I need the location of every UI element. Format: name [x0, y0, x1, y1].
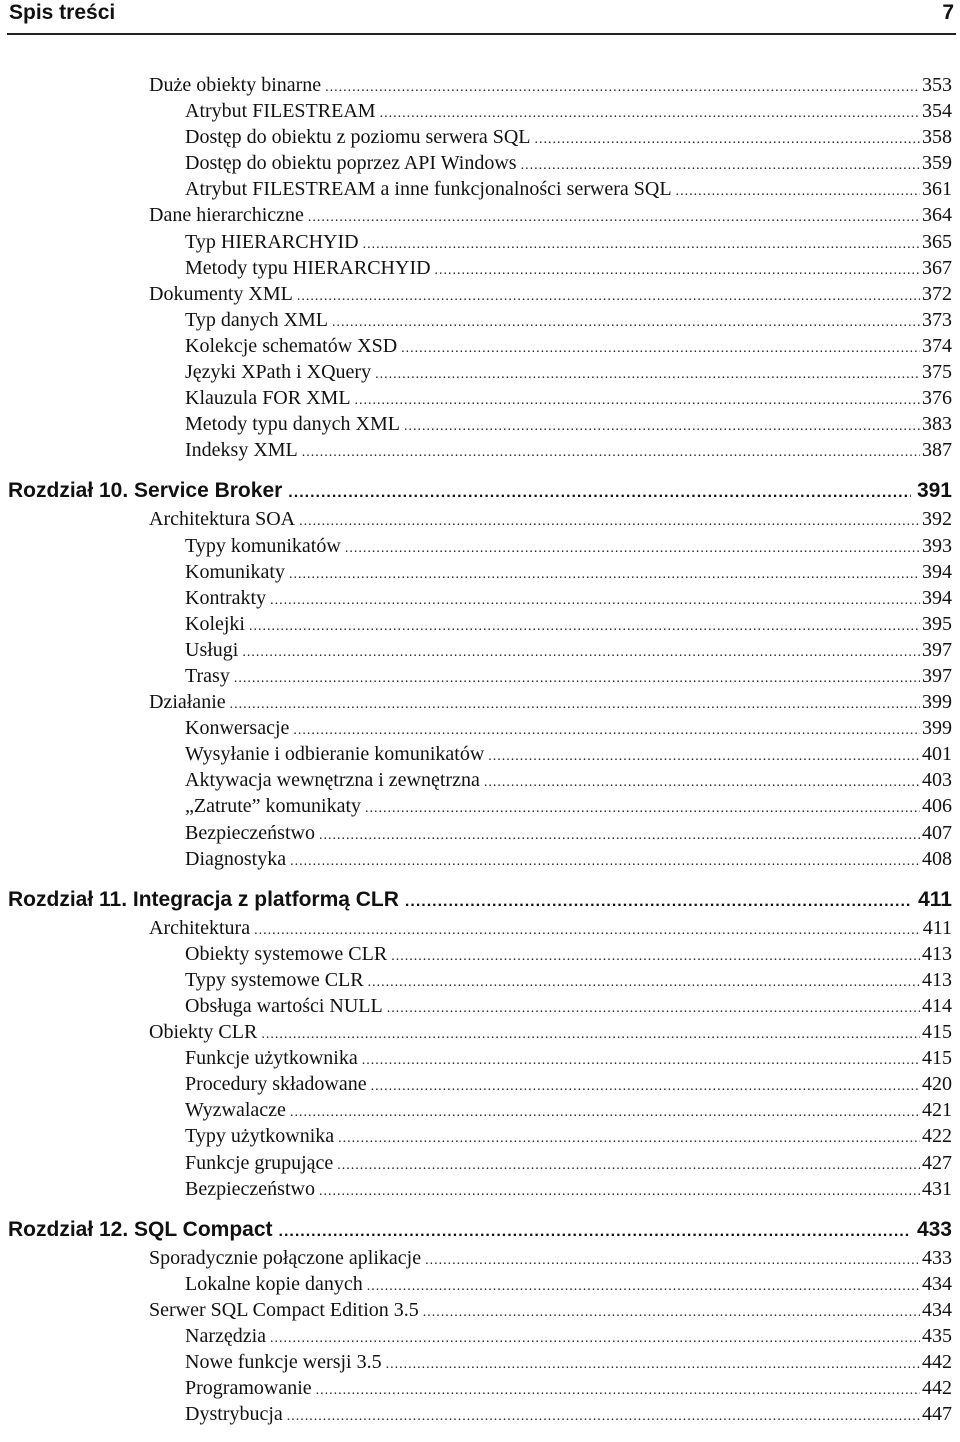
- toc-subsection-entry[interactable]: [0, 385, 960, 411]
- dot-leader: [355, 388, 920, 411]
- page-number: 7: [942, 1, 954, 24]
- toc-entry-page: 387: [922, 439, 952, 462]
- dot-leader: [319, 1179, 920, 1202]
- toc-entry-page: 411: [922, 916, 952, 939]
- toc-entry-label: Obiekty CLR: [149, 1021, 258, 1044]
- dot-leader: [387, 996, 920, 1019]
- dot-leader: [297, 284, 920, 307]
- dot-leader: [368, 970, 920, 993]
- toc-subsection-entry[interactable]: [0, 1349, 960, 1375]
- toc-section-entry[interactable]: [0, 202, 960, 228]
- dot-leader: [332, 310, 920, 333]
- toc-subsection-entry[interactable]: [0, 663, 960, 689]
- toc-entry-page: 397: [922, 664, 952, 687]
- toc-entry-label: Konwersacje: [185, 717, 290, 740]
- toc-entry-page: 433: [922, 1246, 952, 1269]
- toc-entry-page: 391: [916, 479, 952, 503]
- toc-section-entry[interactable]: [0, 1245, 960, 1271]
- toc-entry-page: 442: [922, 1351, 952, 1374]
- toc-entry-label: Kolejki: [185, 612, 245, 635]
- toc-subsection-entry[interactable]: [0, 533, 960, 559]
- toc-entry-label: Lokalne kopie danych: [185, 1272, 363, 1295]
- dot-leader: [484, 770, 920, 793]
- toc-entry-page: 354: [922, 100, 952, 123]
- toc-entry-page: 374: [922, 334, 952, 357]
- toc-entry-label: Wyzwalacze: [185, 1099, 286, 1122]
- toc-subsection-entry[interactable]: [0, 1097, 960, 1123]
- toc-subsection-entry[interactable]: [0, 229, 960, 255]
- toc-entry-page: 395: [922, 612, 952, 635]
- toc-entry-label: Indeksy XML: [185, 439, 298, 462]
- toc-subsection-entry[interactable]: [0, 967, 960, 993]
- toc-entry-label: Architektura: [149, 916, 251, 939]
- dot-leader: [367, 1274, 920, 1297]
- toc-entry-page: 361: [922, 178, 952, 201]
- toc-entry-page: 397: [922, 638, 952, 661]
- toc-section-entry[interactable]: [0, 281, 960, 307]
- toc-entry-label: „Zatrute” komunikaty: [185, 795, 362, 818]
- toc-entry-label: Rozdział 11. Integracja z platformą CLR: [8, 887, 399, 911]
- toc-section-entry[interactable]: [0, 1297, 960, 1323]
- toc-subsection-entry[interactable]: [0, 1323, 960, 1349]
- toc-subsection-entry[interactable]: [0, 741, 960, 767]
- dot-leader: [270, 588, 920, 611]
- toc-entry-page: 403: [922, 769, 952, 792]
- dot-leader: [279, 1219, 911, 1243]
- toc-entry-label: Bezpieczeństwo: [185, 821, 315, 844]
- toc-entry-page: 372: [922, 282, 952, 305]
- dot-leader: [363, 232, 920, 255]
- toc-entry-label: Architektura SOA: [149, 508, 296, 531]
- toc-entry-label: Działanie: [149, 691, 226, 714]
- toc-entry-page: 411: [918, 887, 952, 911]
- toc-entry-page: 406: [922, 795, 952, 818]
- toc-subsection-entry[interactable]: [0, 176, 960, 202]
- dot-leader: [423, 1300, 920, 1323]
- toc-entry-page: 413: [922, 942, 952, 965]
- dot-leader: [290, 1100, 920, 1123]
- toc-entry-label: Dostęp do obiektu poprzez API Windows: [185, 152, 517, 175]
- toc-subsection-entry[interactable]: [0, 1375, 960, 1401]
- toc-subsection-entry[interactable]: [0, 411, 960, 437]
- toc-entry-label: Trasy: [185, 664, 230, 687]
- toc-subsection-entry[interactable]: [0, 333, 960, 359]
- toc-subsection-entry[interactable]: [0, 255, 960, 281]
- toc-entry-label: Aktywacja wewnętrzna i zewnętrzna: [185, 769, 480, 792]
- dot-leader: [338, 1126, 920, 1149]
- toc-subsection-entry[interactable]: [0, 1401, 960, 1427]
- dot-leader: [345, 536, 920, 559]
- toc-section-entry[interactable]: [0, 506, 960, 532]
- toc-entry-page: 358: [922, 126, 952, 149]
- dot-leader: [299, 509, 920, 532]
- toc-entry-label: Dostęp do obiektu z poziomu serwera SQL: [185, 126, 531, 149]
- toc-subsection-entry[interactable]: [0, 941, 960, 967]
- toc-entry-label: Metody typu HIERARCHYID: [185, 256, 431, 279]
- dot-leader: [325, 75, 920, 98]
- table-of-contents: [0, 72, 960, 1427]
- toc-entry-page: 434: [922, 1272, 952, 1295]
- dot-leader: [386, 1352, 920, 1375]
- toc-entry-label: Wysyłanie i odbieranie komunikatów: [185, 743, 485, 766]
- dot-leader: [521, 153, 920, 176]
- toc-section-entry[interactable]: [0, 689, 960, 715]
- toc-entry-page: 407: [922, 821, 952, 844]
- toc-entry-label: Programowanie: [185, 1377, 312, 1400]
- toc-entry-label: Dystrybucja: [185, 1403, 283, 1426]
- toc-entry-label: Rozdział 10. Service Broker: [8, 479, 283, 503]
- toc-entry-label: Rozdział 12. SQL Compact: [8, 1217, 273, 1241]
- toc-subsection-entry[interactable]: [0, 820, 960, 846]
- toc-entry-page: 399: [922, 691, 952, 714]
- toc-subsection-entry[interactable]: [0, 1271, 960, 1297]
- toc-entry-label: Atrybut FILESTREAM: [185, 100, 376, 123]
- dot-leader: [254, 918, 921, 941]
- toc-subsection-entry[interactable]: [0, 359, 960, 385]
- toc-entry-label: Funkcje użytkownika: [185, 1047, 358, 1070]
- toc-subsection-entry[interactable]: [0, 637, 960, 663]
- toc-entry-label: Obsługa wartości NULL: [185, 995, 383, 1017]
- toc-entry-page: 393: [922, 534, 952, 557]
- toc-entry-page: 420: [922, 1073, 952, 1096]
- toc-entry-label: Procedury składowane: [185, 1073, 367, 1096]
- toc-entry-label: Diagnostyka: [185, 847, 287, 870]
- toc-entry-page: 413: [922, 968, 952, 991]
- toc-entry-label: Kolekcje schematów XSD: [185, 334, 398, 357]
- toc-entry-label: Typy użytkownika: [185, 1125, 335, 1148]
- toc-entry-page: 422: [922, 1125, 952, 1148]
- toc-entry-page: 415: [922, 1047, 952, 1070]
- toc-entry-label: Typ danych XML: [185, 308, 329, 331]
- dot-leader: [391, 944, 920, 967]
- dot-leader: [435, 258, 920, 281]
- toc-entry-page: 383: [922, 413, 952, 436]
- toc-entry-page: 431: [922, 1177, 952, 1200]
- dot-leader: [362, 1048, 920, 1071]
- toc-section-entry[interactable]: [0, 72, 960, 98]
- dot-leader: [234, 666, 920, 689]
- toc-entry-label: Sporadycznie połączone aplikacje: [149, 1246, 422, 1269]
- toc-entry-page: 392: [922, 508, 952, 531]
- toc-entry-page: 447: [922, 1403, 952, 1426]
- toc-subsection-entry[interactable]: [0, 307, 960, 333]
- toc-entry-label: Serwer SQL Compact Edition 3.5: [149, 1298, 419, 1321]
- toc-entry-label: Bezpieczeństwo: [185, 1177, 315, 1200]
- toc-subsection-entry[interactable]: [0, 98, 960, 124]
- dot-leader: [249, 614, 920, 637]
- dot-leader: [287, 1404, 920, 1427]
- toc-entry-page: 434: [922, 1298, 952, 1321]
- dot-leader: [425, 1248, 920, 1271]
- dot-leader: [270, 1326, 920, 1349]
- toc-entry-page: 435: [922, 1325, 952, 1348]
- toc-entry-label: Dane hierarchiczne: [149, 204, 304, 227]
- toc-entry-page: 364: [922, 204, 952, 227]
- dot-leader: [316, 1378, 920, 1401]
- toc-subsection-entry[interactable]: [0, 585, 960, 611]
- page-title: Spis treści: [9, 1, 116, 24]
- toc-entry-page: 373: [922, 308, 952, 331]
- toc-entry-label: Języki XPath i XQuery: [185, 361, 372, 384]
- toc-chapter-heading[interactable]: [0, 887, 960, 913]
- toc-subsection-entry[interactable]: [0, 793, 960, 819]
- dot-leader: [365, 796, 920, 819]
- toc-entry-page: 414: [922, 995, 952, 1017]
- toc-chapter-heading[interactable]: [0, 478, 960, 504]
- toc-entry-page: 401: [922, 743, 952, 766]
- toc-subsection-entry[interactable]: [0, 1123, 960, 1149]
- toc-entry-page: 408: [922, 847, 952, 870]
- toc-entry-label: Metody typu danych XML: [185, 413, 400, 436]
- dot-leader: [308, 205, 920, 228]
- toc-entry-page: 367: [922, 256, 952, 279]
- dot-leader: [676, 179, 920, 202]
- toc-entry-label: Nowe funkcje wersji 3.5: [185, 1351, 382, 1374]
- toc-subsection-entry[interactable]: [0, 846, 960, 872]
- toc-chapter-heading[interactable]: [0, 1217, 960, 1243]
- toc-entry-label: Typy systemowe CLR: [185, 968, 364, 991]
- dot-leader: [319, 823, 920, 846]
- toc-entry-page: 353: [922, 74, 952, 96]
- toc-entry-page: 365: [922, 230, 952, 253]
- toc-entry-page: 415: [922, 1021, 952, 1044]
- toc-entry-page: 427: [922, 1151, 952, 1174]
- toc-subsection-entry[interactable]: [0, 715, 960, 741]
- dot-leader: [375, 362, 920, 385]
- toc-entry-label: Typy komunikatów: [185, 534, 341, 557]
- page-header: [7, 0, 956, 35]
- dot-leader: [488, 744, 920, 767]
- dot-leader: [293, 718, 920, 741]
- dot-leader: [261, 1022, 920, 1045]
- dot-leader: [302, 440, 920, 463]
- toc-subsection-entry[interactable]: [0, 124, 960, 150]
- dot-leader: [230, 692, 920, 715]
- toc-subsection-entry[interactable]: [0, 1045, 960, 1071]
- toc-subsection-entry[interactable]: [0, 767, 960, 793]
- toc-entry-page: 376: [922, 387, 952, 410]
- toc-entry-page: 359: [922, 152, 952, 175]
- toc-entry-label: Narzędzia: [185, 1325, 267, 1348]
- toc-entry-page: 442: [922, 1377, 952, 1400]
- toc-subsection-entry[interactable]: [0, 150, 960, 176]
- dot-leader: [371, 1074, 920, 1097]
- dot-leader: [534, 127, 920, 150]
- toc-entry-page: 421: [922, 1099, 952, 1122]
- toc-subsection-entry[interactable]: [0, 437, 960, 463]
- toc-subsection-entry[interactable]: [0, 1071, 960, 1097]
- toc-entry-label: Typ HIERARCHYID: [185, 230, 359, 253]
- toc-entry-page: 375: [922, 361, 952, 384]
- dot-leader: [288, 480, 911, 504]
- toc-section-entry[interactable]: [0, 915, 960, 941]
- dot-leader: [337, 1153, 920, 1176]
- toc-section-entry[interactable]: [0, 1019, 960, 1045]
- toc-subsection-entry[interactable]: [0, 1176, 960, 1202]
- toc-entry-label: Duże obiekty binarne: [149, 74, 322, 96]
- dot-leader: [290, 849, 920, 872]
- dot-leader: [289, 562, 920, 585]
- toc-entry-page: 399: [922, 717, 952, 740]
- dot-leader: [405, 889, 912, 913]
- toc-entry-label: Funkcje grupujące: [185, 1151, 334, 1174]
- toc-entry-page: 394: [922, 560, 952, 583]
- toc-entry-label: Obiekty systemowe CLR: [185, 942, 388, 965]
- toc-subsection-entry[interactable]: [0, 611, 960, 637]
- toc-entry-label: Kontrakty: [185, 586, 267, 609]
- dot-leader: [380, 101, 920, 124]
- toc-entry-label: Atrybut FILESTREAM a inne funkcjonalności serwera SQL: [185, 178, 672, 201]
- dot-leader: [242, 640, 920, 663]
- toc-subsection-entry[interactable]: [0, 559, 960, 585]
- toc-subsection-entry[interactable]: [0, 993, 960, 1019]
- dot-leader: [401, 336, 920, 359]
- toc-entry-label: Usługi: [185, 638, 239, 661]
- toc-entry-page: 433: [916, 1217, 952, 1241]
- toc-entry-label: Klauzula FOR XML: [185, 387, 351, 410]
- toc-entry-label: Komunikaty: [185, 560, 285, 583]
- toc-entry-label: Dokumenty XML: [149, 282, 293, 305]
- toc-entry-page: 394: [922, 586, 952, 609]
- dot-leader: [404, 414, 920, 437]
- toc-subsection-entry[interactable]: [0, 1150, 960, 1176]
